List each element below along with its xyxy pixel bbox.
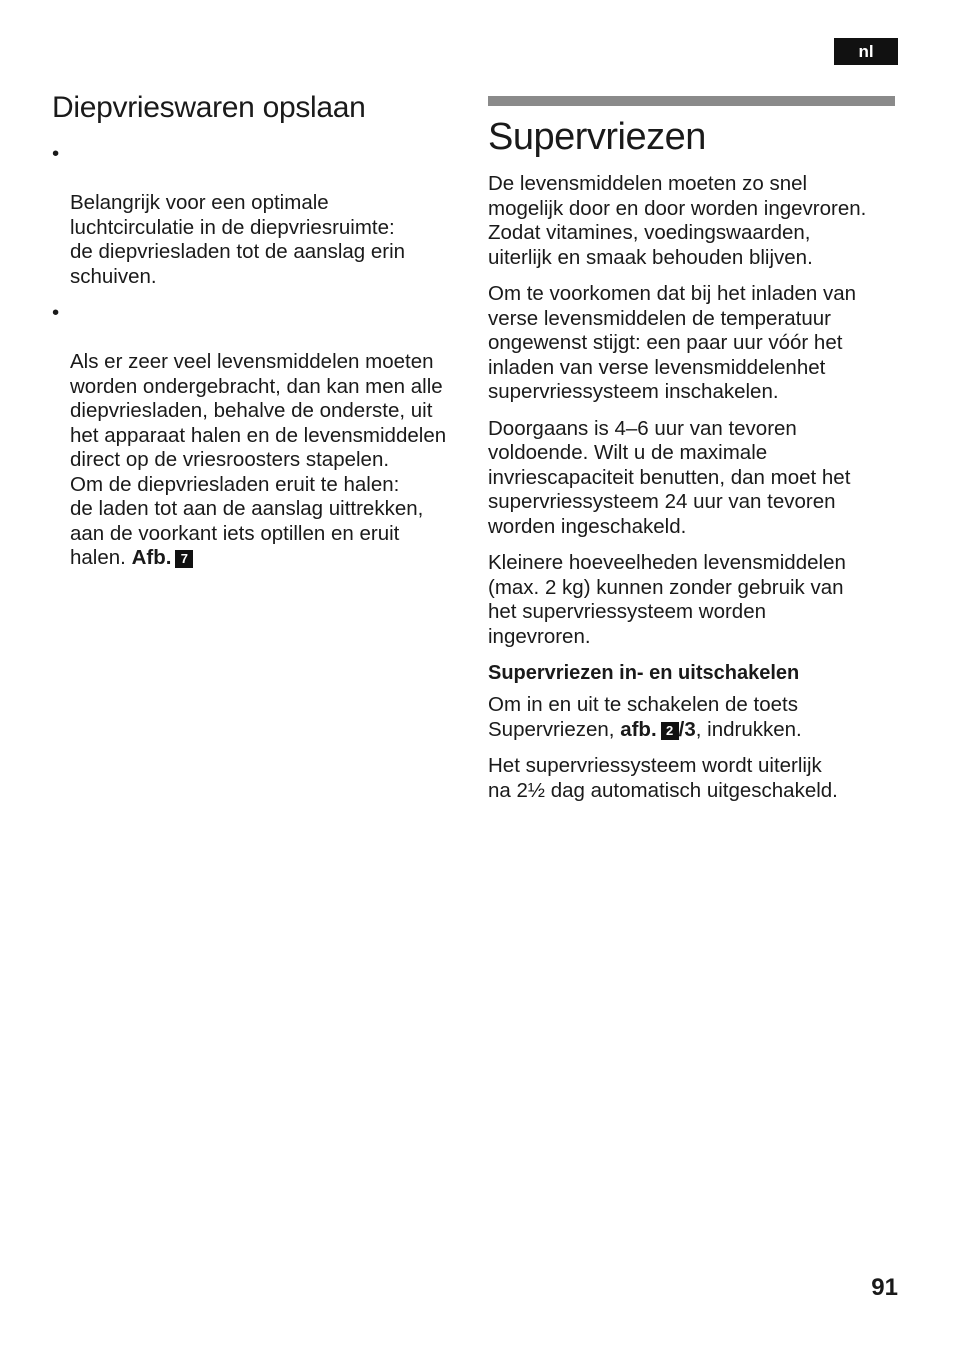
list-item-text: Als er zeer veel levensmiddelen moeten worden ondergebracht, dan kan men alle diepvriesladen, behalve de onderste, uit het apparaat halen en de levensmiddelen direct op de vriesroosters stapelen. Om de diepvriesladen eruit te halen: de laden tot aan de aanslag uittrekken, aan de voorkant iets optillen en eruit halen. <box>70 350 447 569</box>
figure-reference-suffix: /3 <box>678 717 696 741</box>
bullet-icon: • <box>52 301 60 324</box>
switch-text-before: Om in en uit te schakelen de toets Supervriezen, <box>488 693 798 741</box>
list-item-text: Belangrijk voor een optimale luchtcirculatie in de diepvriesruimte: de diepvriesladen tot de aanslag erin schuiven. <box>70 191 406 288</box>
paragraph: Het supervriessysteem wordt uiterlijk na 2½ dag automatisch uitgeschakeld. <box>488 754 838 802</box>
paragraph: De levensmiddelen moeten zo snel mogelijk door en door worden ingevroren. Zodat vitamines, voedingswaarden, uiterlijk en smaak behouden blijven. <box>488 172 867 269</box>
paragraph: Doorgaans is 4–6 uur van tevoren voldoende. Wilt u de maximale invriescapaciteit benutten, dan moet het supervriessysteem 24 uur van tevoren worden ingeschakeld. <box>488 416 851 538</box>
switch-text-after: , indrukken. <box>695 717 802 741</box>
list-item <box>52 142 476 289</box>
page-number: 91 <box>871 1274 898 1301</box>
page-title: Supervriezen <box>488 116 706 158</box>
figure-number-badge: 2 <box>661 722 679 740</box>
right-column <box>488 96 898 815</box>
bullet-icon: • <box>52 142 60 165</box>
figure-number-badge: 7 <box>175 550 193 568</box>
language-badge: nl <box>834 38 898 65</box>
paragraph: Om te voorkomen dat bij het inladen van verse levensmiddelen de temperatuur ongewenst stijgt: een paar uur vóór het inladen van verse levensmiddelenhet supervriessysteem inschakelen. <box>488 282 857 403</box>
list-item <box>52 301 476 571</box>
left-column <box>52 88 476 583</box>
figure-reference-label: Afb. <box>131 546 172 569</box>
section-heading-storage: Diepvrieswaren opslaan <box>52 91 366 124</box>
paragraph: Kleinere hoeveelheden levensmiddelen (max. 2 kg) kunnen zonder gebruik van het supervriessysteem worden ingevroren. <box>488 551 846 648</box>
figure-reference-label: afb. <box>620 717 657 741</box>
section-rule <box>488 96 895 106</box>
subheading-switch: Supervriezen in- en uitschakelen <box>488 662 800 684</box>
bullet-list <box>52 142 476 571</box>
switch-paragraph <box>488 693 898 742</box>
